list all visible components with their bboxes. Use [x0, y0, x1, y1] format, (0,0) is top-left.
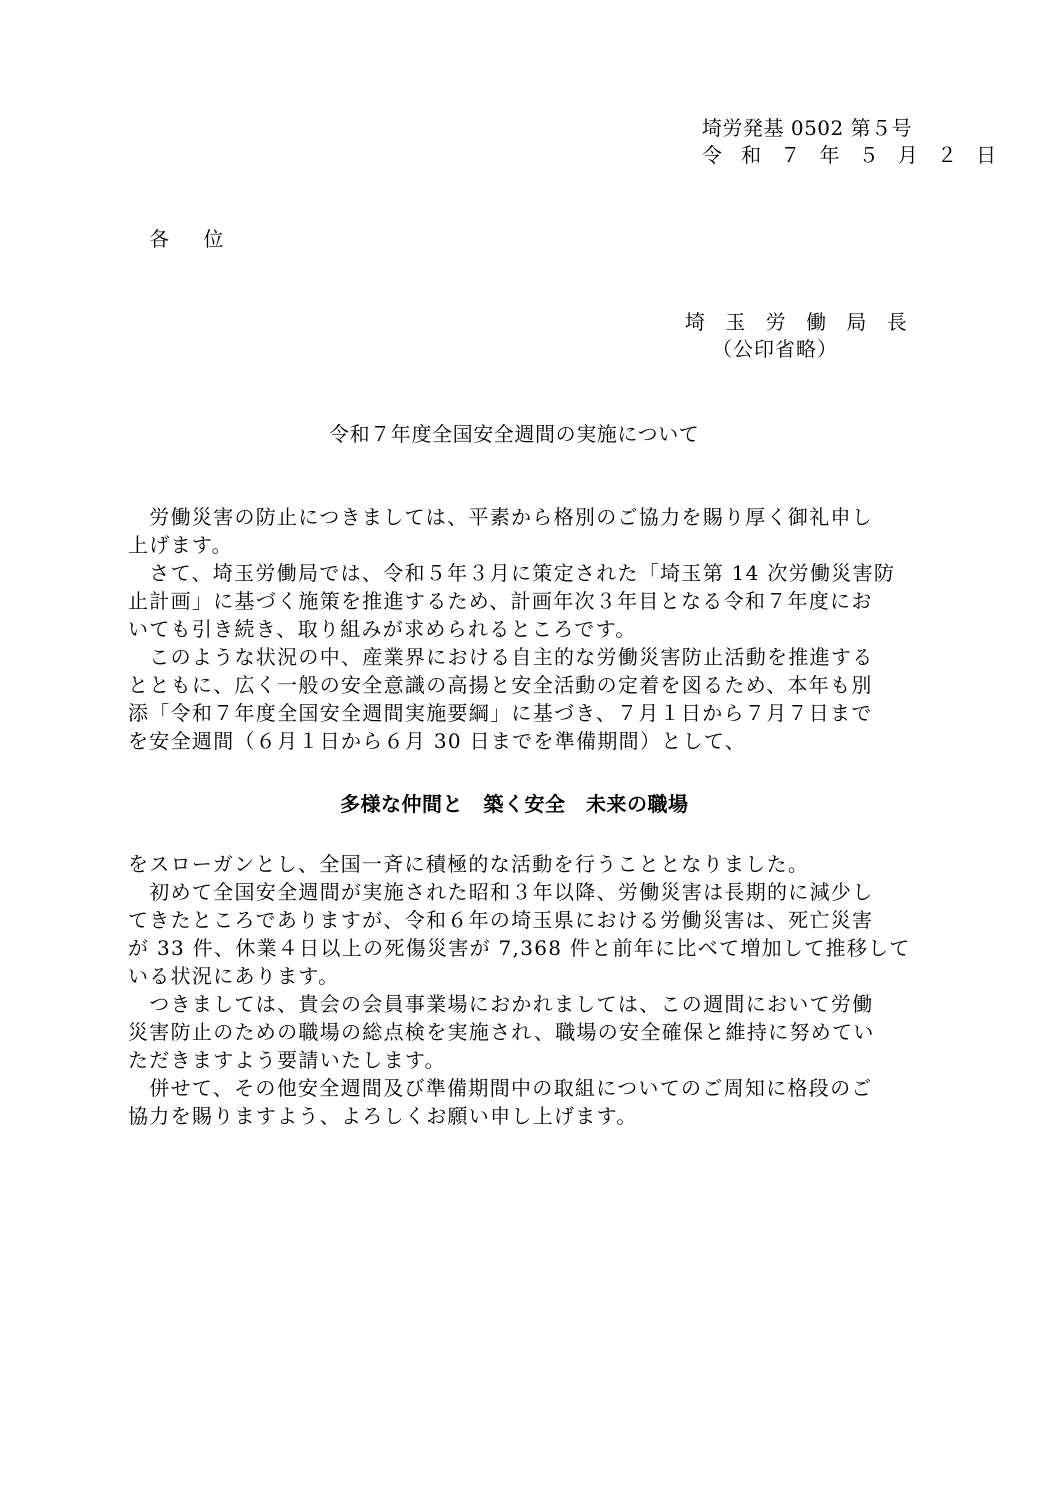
body-line: ただきますよう要請いたします。	[128, 1048, 446, 1072]
body-paragraphs-1	[128, 503, 948, 755]
seal-omitted-note: （公印省略）	[712, 337, 838, 361]
body-line: 併せて、その他安全週間及び準備期間中の取組についてのご周知に格段のご	[128, 1076, 873, 1100]
body-line: 災害防止のための職場の総点検を実施され、職場の安全確保と維持に努めてい	[128, 1020, 875, 1044]
body-line: 労働災害の防止につきましては、平素から格別のご協力を賜り厚く御礼申し	[128, 505, 874, 529]
body-line: とともに、広く一般の安全意識の高揚と安全活動の定着を図るため、本年も別	[128, 673, 873, 697]
body-paragraphs-2	[128, 850, 948, 1130]
body-line: 初めて全国安全週間が実施された昭和３年以降、労働災害は長期的に減少し	[128, 880, 874, 904]
body-line: 止計画」に基づく施策を推進するため、計画年次３年目となる令和７年度にお	[128, 589, 873, 613]
sender-name: 埼 玉 労 働 局 長	[685, 310, 914, 334]
body-line: 添「令和７年度全国安全週間実施要綱」に基づき、７月１日から７月７日まで	[128, 701, 873, 725]
addressee: 各 位	[149, 227, 238, 251]
body-line: さて、埼玉労働局では、令和５年３月に策定された「埼玉第 14 次労働災害防	[128, 561, 896, 585]
body-line: つきましては、貴会の会員事業場におかれましては、この週間において労働	[128, 992, 874, 1016]
reference-number: 埼労発基 0502 第５号	[702, 116, 913, 140]
body-line: このような状況の中、産業界における自主的な労働災害防止活動を推進する	[128, 645, 874, 669]
body-line: 協力を賜りますよう、よろしくお願い申し上げます。	[128, 1104, 638, 1128]
issue-date: 令 和 ７ 年 ５ 月 ２ 日	[702, 143, 1003, 167]
body-line: が 33 件、休業４日以上の死傷災害が 7,368 件と前年に比べて増加して推移して	[128, 936, 911, 960]
body-line: をスローガンとし、全国一斉に積極的な活動を行うこととなりました。	[128, 852, 810, 876]
document-subject: 令和７年度全国安全週間の実施について	[329, 422, 700, 446]
body-line: を安全週間（６月１日から６月 30 日までを準備期間）として、	[128, 729, 747, 753]
safety-slogan: 多様な仲間と 築く安全 未来の職場	[340, 792, 689, 816]
body-line: いても引き続き、取り組みが求められるところです。	[128, 617, 637, 641]
body-line: 上げます。	[128, 533, 233, 557]
body-line: てきたところでありますが、令和６年の埼玉県における労働災害は、死亡災害	[128, 908, 874, 932]
body-line: いる状況にあります。	[128, 964, 340, 988]
